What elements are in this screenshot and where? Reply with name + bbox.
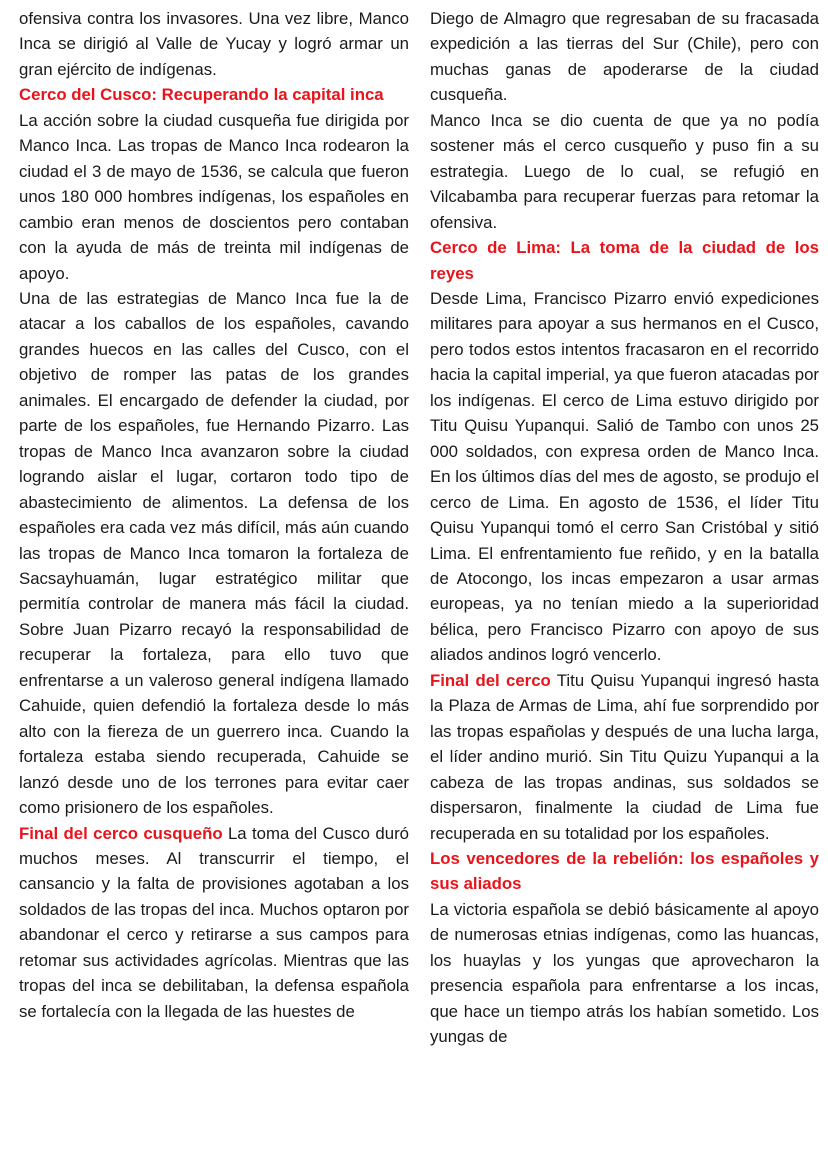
- paragraph: Desde Lima, Francisco Pizarro envió expediciones militares para apoyar a sus hermanos en el Cusco, pero todos estos intentos fracasaron en el recorrido hacia la capital imperial, ya que fueron atacadas por los indígenas. El cerco de Lima estuvo dirigido por Titu Quisu Yupanqui. Salió de Tambo con unos 25 000 soldados, con expresa orden de Manco Inca. En los últimos días del mes de agosto, se produjo el cerco de Lima. En agosto de 1536, el líder Titu Quisu Yupanqui tomó el cerro San Cristóbal y sitió Lima. El enfrentamiento fue reñido, y en la batalla de Atocongo, los incas empezaron a usar armas europeas, ya no tenían miedo a la superioridad bélica, pero Francisco Pizarro con apoyo de sus aliados andinos logró vencerlo.: [430, 288, 819, 665]
- inline-heading: Final del cerco: [430, 670, 551, 690]
- paragraph: Diego de Almagro que regresaban de su fracasada expedición a las tierras del Sur (Chile), pero con muchas ganas de apoderarse de la ciudad cusqueña.: [430, 9, 819, 105]
- paragraph-text: Titu Quisu Yupanqui ingresó hasta la Plaza de Armas de Lima, ahí fue sorprendido por las tropas españolas y después de una lucha larga, el líder andino murió. Sin Titu Quizu Yupanqui a la cabeza de las tropas andinas, sus soldados se dispersaron, finalmente la ciudad de Lima fue recuperada en su totalidad por los españoles.: [430, 670, 819, 843]
- paragraph-with-heading: [430, 668, 819, 846]
- paragraph: La acción sobre la ciudad cusqueña fue dirigida por Manco Inca. Las tropas de Manco Inca rodearon la ciudad el 3 de mayo de 1536, se calcula que fueron unos 180 000 hombres indígenas, los españoles en cambio eran menos de doscientos pero contaban con la ayuda de más de treinta mil indígenas de apoyo.: [19, 110, 409, 283]
- section-heading: Cerco de Lima: La toma de la ciudad de los reyes: [430, 238, 819, 283]
- inline-heading: Final del cerco cusqueño: [19, 823, 223, 843]
- right-column: [430, 6, 819, 1050]
- left-column: [19, 6, 409, 1024]
- paragraph: La victoria española se debió básicamente al apoyo de numerosas etnias indígenas, como las huancas, los huaylas y los yungas que aprovecharon la presencia española para enfrentarse a los incas, que hace un tiempo atrás los habían sometido. Los yungas de: [430, 899, 819, 1047]
- section-heading: Cerco del Cusco: Recuperando la capital inca: [19, 85, 384, 105]
- paragraph: Manco Inca se dio cuenta de que ya no podía sostener más el cerco cusqueño y puso fin a su estrategia. Luego de lo cual, se refugió en Vilcabamba para recuperar fuerzas para retomar la ofensiva.: [430, 110, 819, 232]
- paragraph: ofensiva contra los invasores. Una vez libre, Manco Inca se dirigió al Valle de Yucay y logró armar un gran ejército de indígenas.: [19, 9, 409, 79]
- section-heading: Los vencedores de la rebelión: los españoles y sus aliados: [430, 848, 819, 894]
- paragraph: Una de las estrategias de Manco Inca fue la de atacar a los caballos de los españoles, cavando grandes huecos en las calles del Cusco, con el objetivo de romper las patas de los grandes animales. El encargado de defender la ciudad, por parte de los españoles, fue Hernando Pizarro. Las tropas de Manco Inca avanzaron sobre la ciudad logrando aislar el lugar, cortaron todo tipo de abastecimiento de alimentos. La defensa de los españoles era cada vez más difícil, más aún cuando las tropas de Manco Inca tomaron la fortaleza de Sacsayhuamán, lugar estratégico militar que permitía controlar de manera más fácil la ciudad. Sobre Juan Pizarro recayó la responsabilidad de recuperar la fortaleza, para ello tuvo que enfrentarse a un valeroso general indígena llamado Cahuide, quien defendió la fortaleza desde lo más alto con la fiereza de un guerrero inca. Cuando la fortaleza estaba siendo recuperada, Cahuide se lanzó desde uno de los terrones para evitar caer como prisionero de los españoles.: [19, 288, 409, 818]
- paragraph-with-heading: [19, 821, 409, 1025]
- paragraph-text: La toma del Cusco duró muchos meses. Al transcurrir el tiempo, el cansancio y la falta de provisiones agotaban a los soldados de las tropas del inca. Muchos optaron por abandonar el cerco y retirarse a sus campos para retomar sus actividades agrícolas. Mientras que las tropas del inca se debilitaban, la defensa española se fortalecía con la llegada de las huestes de: [19, 823, 409, 1021]
